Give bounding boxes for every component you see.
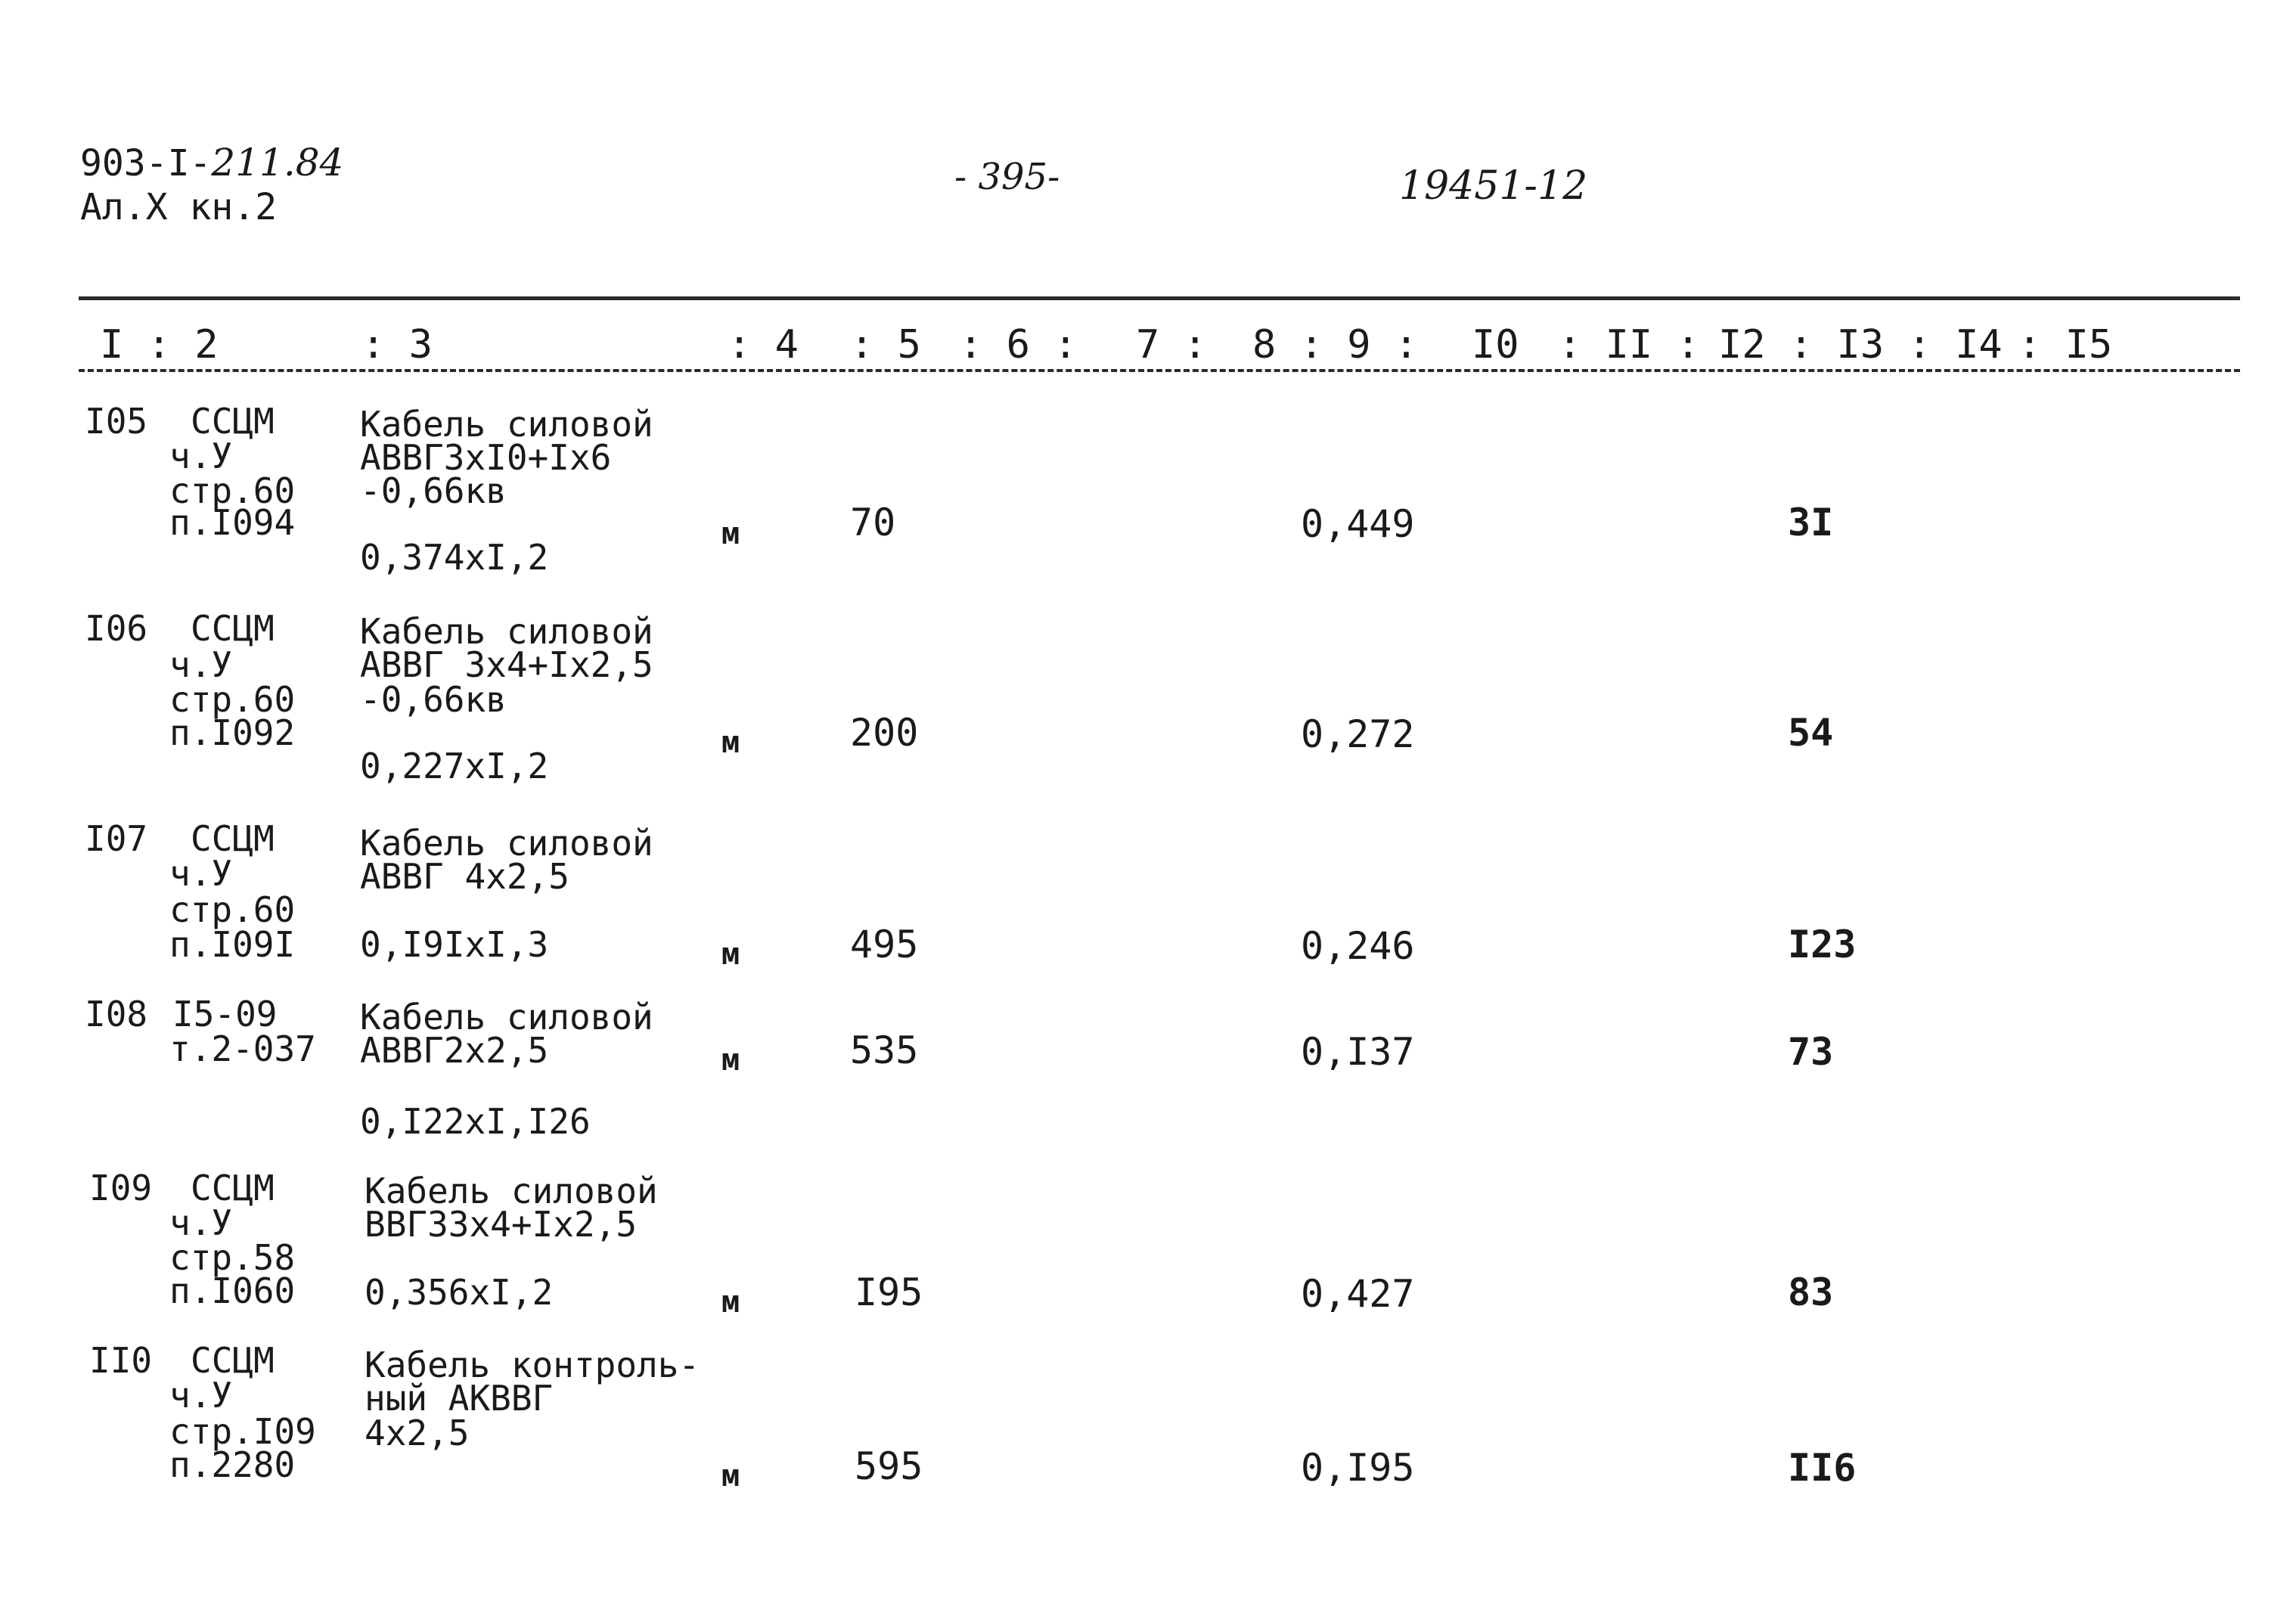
quantity: 200 — [850, 711, 919, 755]
unit: м — [721, 1459, 740, 1493]
total: II6 — [1788, 1446, 1857, 1490]
unit: м — [721, 937, 740, 972]
source-ref: п.I060 — [169, 1270, 296, 1311]
calc-formula: 0,I9IхI,3 — [360, 924, 549, 965]
unit: м — [721, 516, 740, 551]
row-number: I07 — [85, 818, 148, 859]
document-code — [80, 141, 344, 185]
source-ref: ч.У — [169, 853, 233, 894]
document-code-handwritten: 211.84 — [211, 141, 344, 185]
source-ref: ч.У — [169, 1202, 233, 1243]
source-ref: стр.60 — [169, 889, 296, 930]
item-name: 4х2,5 — [365, 1413, 470, 1453]
column-header: 8 : 9 : — [1252, 322, 1419, 368]
quantity: 595 — [855, 1444, 923, 1488]
page-number: - 395- — [954, 156, 1060, 198]
table-top-rule — [79, 296, 2240, 300]
column-header: I2 : I3 : I4 — [1718, 322, 2003, 368]
table-header-rule — [79, 369, 2240, 372]
item-name: -0,66кв — [360, 470, 507, 511]
source-ref: ч.У — [169, 644, 233, 685]
column-header: : II : — [1558, 322, 1700, 368]
total: 3I — [1788, 501, 1834, 544]
item-name: Кабель силовой — [365, 1171, 658, 1211]
document-number: 19451-12 — [1399, 163, 1588, 209]
source-ref: п.2280 — [169, 1444, 296, 1485]
unit-price: 0,I37 — [1301, 1030, 1415, 1074]
item-name: АВВГ3хI0+Iх6 — [360, 437, 612, 478]
unit-price: 0,449 — [1301, 502, 1415, 546]
item-name: АВВГ 4х2,5 — [360, 856, 569, 897]
source-ref: ССЦМ — [191, 1340, 275, 1381]
column-header: : I5 — [2018, 322, 2113, 368]
column-header: : 3 — [361, 322, 433, 368]
total: I23 — [1788, 923, 1857, 966]
item-name: ный АКВВГ — [365, 1378, 554, 1419]
total: 83 — [1788, 1270, 1834, 1314]
unit-price: 0,I95 — [1301, 1446, 1415, 1490]
quantity: I95 — [855, 1270, 923, 1314]
column-header: : 4 — [728, 322, 799, 368]
source-ref: ч.У — [169, 436, 233, 476]
source-ref: стр.60 — [169, 679, 296, 720]
column-header: : 6 : — [959, 322, 1078, 368]
source-ref: ч.У — [169, 1375, 233, 1416]
quantity: 535 — [850, 1028, 919, 1072]
source-ref: стр.I09 — [169, 1411, 316, 1452]
item-name: Кабель силовой — [360, 611, 653, 652]
calc-formula: 0,I22хI,I26 — [360, 1101, 591, 1142]
item-name: АВВГ2х2,5 — [360, 1030, 549, 1071]
unit-price: 0,246 — [1301, 924, 1415, 968]
source-ref: ССЦМ — [191, 1168, 275, 1208]
column-header: : 5 — [850, 322, 921, 368]
total: 54 — [1788, 711, 1834, 755]
item-name: АВВГ 3х4+Iх2,5 — [360, 644, 653, 685]
source-ref: п.I092 — [169, 712, 296, 753]
total: 73 — [1788, 1030, 1834, 1074]
item-name: Кабель силовой — [360, 997, 653, 1038]
column-header: I : 2 — [100, 322, 219, 368]
source-ref: стр.58 — [169, 1237, 296, 1278]
source-ref: т.2-037 — [169, 1028, 316, 1069]
source-ref: I5-09 — [172, 994, 278, 1034]
column-header: 7 : — [1136, 322, 1207, 368]
item-name: ВВГЗ3х4+Iх2,5 — [365, 1204, 638, 1245]
row-number: I09 — [89, 1168, 153, 1208]
row-number: II0 — [89, 1340, 153, 1381]
row-number: I06 — [85, 608, 148, 649]
unit: м — [721, 1043, 740, 1078]
volume-label: Ал.Х кн.2 — [80, 186, 278, 228]
column-header: I0 — [1472, 322, 1519, 368]
quantity: 495 — [850, 923, 919, 966]
row-number: I05 — [85, 401, 148, 442]
calc-formula: 0,356хI,2 — [365, 1272, 554, 1313]
item-name: Кабель силовой — [360, 823, 653, 864]
unit-price: 0,272 — [1301, 712, 1415, 756]
item-name: Кабель силовой — [360, 404, 653, 445]
item-name: -0,66кв — [360, 679, 507, 720]
source-ref: п.I094 — [169, 502, 296, 543]
unit: м — [721, 725, 740, 760]
calc-formula: 0,227хI,2 — [360, 746, 549, 786]
document-code-printed: 903-I- — [80, 142, 212, 185]
calc-formula: 0,374хI,2 — [360, 537, 549, 578]
source-ref: ССЦМ — [191, 818, 275, 859]
source-ref: ССЦМ — [191, 608, 275, 649]
row-number: I08 — [85, 994, 148, 1034]
source-ref: п.I09I — [169, 924, 296, 965]
item-name: Кабель контроль- — [365, 1345, 700, 1385]
unit-price: 0,427 — [1301, 1272, 1415, 1316]
source-ref: стр.60 — [169, 470, 296, 511]
quantity: 70 — [850, 501, 896, 544]
unit: м — [721, 1285, 740, 1320]
source-ref: ССЦМ — [191, 401, 275, 442]
